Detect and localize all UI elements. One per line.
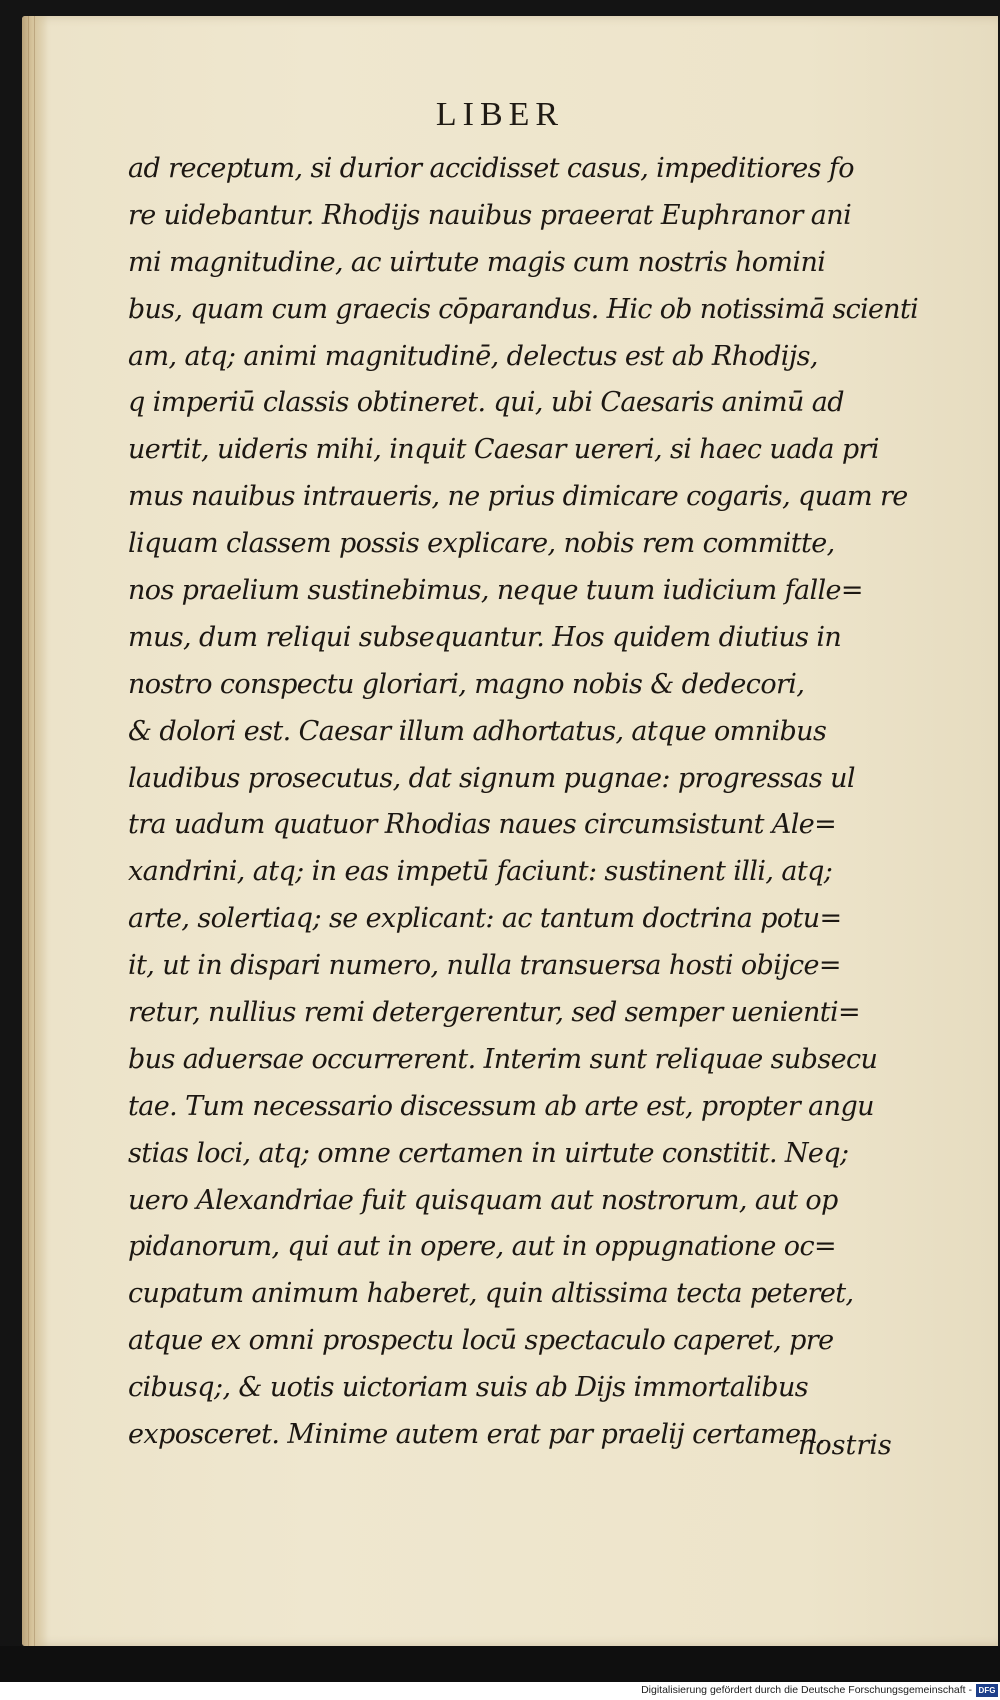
text-line: uero Alexandriae fuit quisquam aut nostrorum, aut op bbox=[128, 1184, 838, 1216]
text-line: retur, nullius remi detergerentur, sed semper uenienti= bbox=[128, 997, 861, 1029]
dfg-logo-icon: DFG bbox=[976, 1684, 998, 1697]
page-gutter-edge bbox=[22, 16, 48, 1646]
text-line: q imperiū classis obtineret. qui, ubi Caesaris animū ad bbox=[128, 387, 844, 419]
text-line: laudibus prosecutus, dat signum pugnae: progressas ul bbox=[128, 762, 855, 794]
page-edge-line bbox=[34, 16, 35, 1646]
text-line: nostro conspectu gloriari, magno nobis & dedecori, bbox=[128, 668, 805, 700]
text-line: mus nauibus intraueris, ne prius dimicare cogaris, quam re bbox=[128, 481, 908, 513]
text-line: am, atq; animi magnitudinē, delectus est ab Rhodijs, bbox=[128, 340, 818, 372]
body-text bbox=[128, 146, 918, 1459]
text-line: nos praelium sustinebimus, neque tuum iudicium falle= bbox=[128, 575, 863, 607]
text-line: ad receptum, si durior accidisset casus, impeditiores fo bbox=[128, 153, 854, 184]
scan-bottom-border bbox=[0, 1646, 1000, 1682]
text-line: tae. Tum necessario discessum ab arte est, propter angu bbox=[128, 1090, 874, 1122]
text-line: re uidebantur. Rhodijs nauibus praeerat Euphranor ani bbox=[128, 199, 852, 231]
text-line: liquam classem possis explicare, nobis rem committe, bbox=[128, 528, 835, 560]
running-head: LIBER bbox=[435, 96, 565, 133]
text-line: mus, dum reliqui subsequantur. Hos quidem diutius in bbox=[128, 621, 842, 653]
text-line: tra uadum quatuor Rhodias naues circumsistunt Ale= bbox=[128, 809, 837, 841]
page-edge-line bbox=[28, 16, 29, 1646]
text-line: mi magnitudine, ac uirtute magis cum nostris homini bbox=[128, 246, 826, 278]
digitization-footer bbox=[0, 1682, 1000, 1700]
text-line: pidanorum, qui aut in opere, aut in oppugnatione oc= bbox=[128, 1231, 836, 1263]
text-line: stias loci, atq; omne certamen in uirtute constitit. Neq; bbox=[128, 1137, 849, 1169]
text-line: arte, solertiaq; se explicant: ac tantum doctrina potu= bbox=[128, 903, 842, 935]
text-line: cibusq;, & uotis uictoriam suis ab Dijs immortalibus bbox=[128, 1372, 809, 1404]
text-line: uertit, uideris mihi, inquit Caesar uereri, si haec uada pri bbox=[128, 434, 879, 466]
text-line: exposceret. Minime autem erat par praelij certamen. bbox=[128, 1419, 826, 1451]
text-line: & dolori est. Caesar illum adhortatus, atque omnibus bbox=[128, 715, 827, 747]
text-line: cupatum animum haberet, quin altissima tecta peteret, bbox=[128, 1278, 854, 1310]
text-line: atque ex omni prospectu locū spectaculo caperet, pre bbox=[128, 1325, 834, 1357]
catchword: nostris bbox=[798, 1430, 892, 1461]
text-line: bus, quam cum graecis cōparandus. Hic ob notissimā scienti bbox=[128, 293, 919, 325]
footer-credit: Digitalisierung gefördert durch die Deutsche Forschungsgemeinschaft - bbox=[641, 1684, 972, 1696]
text-line: xandrini, atq; in eas impetū faciunt: sustinent illi, atq; bbox=[128, 856, 833, 888]
text-line: it, ut in dispari numero, nulla transuersa hosti obijce= bbox=[128, 950, 841, 982]
text-line: bus aduersae occurrerent. Interim sunt reliquae subsecu bbox=[128, 1043, 878, 1075]
